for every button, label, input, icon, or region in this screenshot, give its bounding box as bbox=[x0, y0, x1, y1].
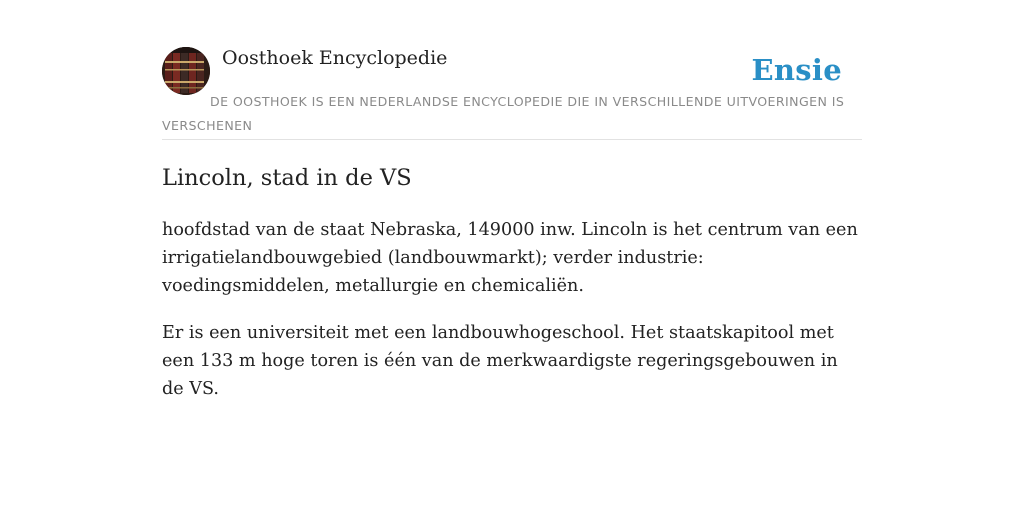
encyclopedia-books-icon[interactable] bbox=[162, 47, 210, 95]
article-paragraph: hoofdstad van de staat Nebraska, 149000 inw. Lincoln is het centrum van een irrigatielandbouwgebied (landbouwmarkt); verder industrie: voedingsmiddelen, metallurgie en chemicaliën. bbox=[162, 220, 858, 296]
article-paragraph: Er is een universiteit met een landbouwhogeschool. Het staatskapitool met een 133 m hoge toren is één van de merkwaardigste regeringsgebouwen in de VS. bbox=[162, 323, 838, 399]
article-title: Lincoln, stad in de VS bbox=[162, 165, 412, 191]
source-header bbox=[162, 46, 862, 140]
article-body bbox=[162, 216, 862, 422]
source-description: DE OOSTHOEK IS EEN NEDERLANDSE ENCYCLOPEDIE DIE IN VERSCHILLENDE UITVOERINGEN IS VERSCHENEN bbox=[162, 94, 845, 133]
source-name[interactable]: Oosthoek Encyclopedie bbox=[222, 47, 448, 69]
brand-logo[interactable]: Ensie bbox=[751, 53, 842, 87]
